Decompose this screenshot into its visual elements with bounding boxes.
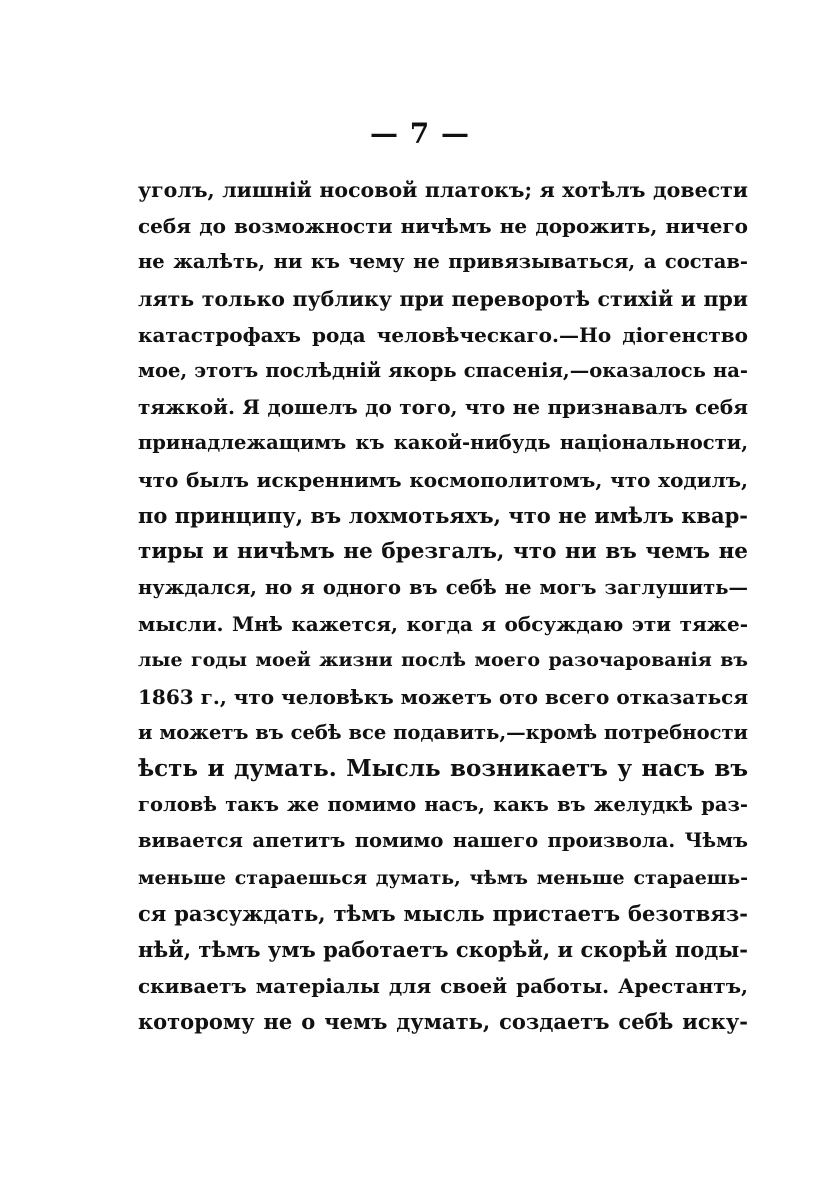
text-line: катастрофахъ рода человѣческаго.—Но діогенство (138, 322, 748, 347)
text-line: тяжкой. Я дошелъ до того, что не признавалъ себя (138, 395, 748, 420)
text-line: головѣ такъ же помимо насъ, какъ въ желудкѣ раз- (138, 793, 748, 817)
text-line: нуждался, но я одного въ себѣ не могъ заглушить— (138, 576, 748, 600)
text-line: которому не о чемъ думать, создаетъ себѣ иску- (138, 1009, 748, 1035)
text-line: мысли. Мнѣ кажется, когда я обсуждаю эти тяже- (138, 612, 748, 637)
text-line: меньше стараешься думать, чѣмъ меньше стараешь- (138, 866, 748, 889)
text-line: лять только публику при переворотѣ стихій и при (138, 286, 748, 311)
text-line: и можетъ въ себѣ все подавить,—кромѣ потребности (138, 720, 748, 744)
text-line: по принципу, въ лохмотьяхъ, что не имѣлъ квар- (138, 502, 748, 528)
text-line: себя до возможности ничѣмъ не дорожить, ничего (138, 214, 748, 239)
text-line: вивается апетитъ помимо нашего произвола. Чѣмъ (138, 829, 748, 853)
text-line: нѣй, тѣмъ умъ работаетъ скорѣй, и скорѣй поды- (138, 936, 748, 962)
text-line: уголъ, лишній носовой платокъ; я хотѣлъ довести (138, 178, 748, 202)
text-line: принадлежащимъ къ какой-нибудь національности, (138, 431, 748, 455)
text-line: ся разсуждать, тѣмъ мысль пристаетъ безотвяз- (138, 900, 748, 926)
text-line: 1863 г., что человѣкъ можетъ ото всего отказаться (138, 684, 748, 709)
text-line: мое, этотъ послѣдній якорь спасенія,—оказалось на- (138, 358, 748, 382)
text-line: лые годы моей жизни послѣ моего разочарованія въ (138, 649, 748, 672)
text-line: ѣсть и думать. Мысль возникаетъ у насъ въ (138, 755, 748, 782)
text-line: тиры и ничѣмъ не брезгалъ, что ни въ чемъ не (138, 538, 748, 564)
page-number: — 7 — (370, 117, 470, 150)
body-text (138, 172, 748, 1041)
text-line: не жалѣть, ни къ чему не привязываться, а состав- (138, 250, 748, 274)
text-line: скиваетъ матеріалы для своей работы. Арестантъ, (138, 974, 748, 999)
text-line: что былъ искреннимъ космополитомъ, что ходилъ, (138, 467, 748, 492)
